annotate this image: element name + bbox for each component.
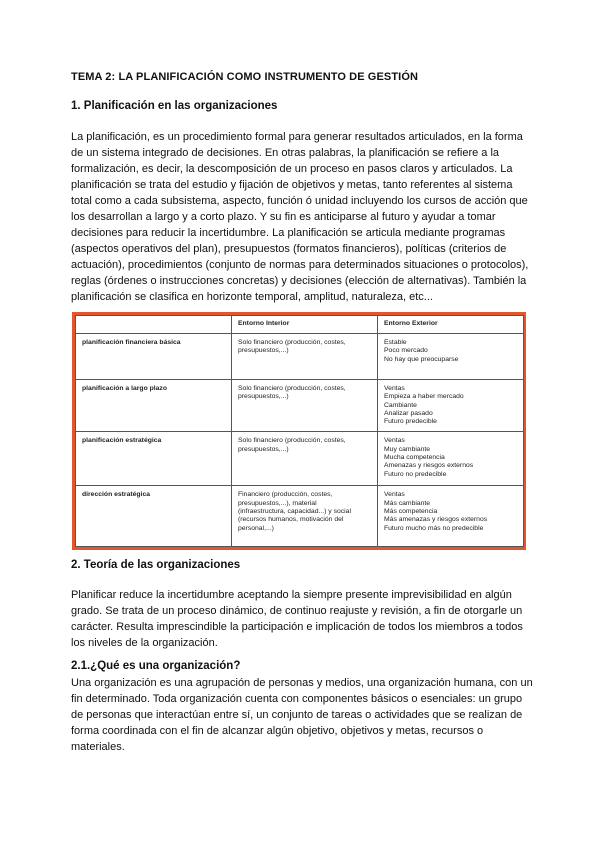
table-header-cell [76, 316, 232, 334]
cell-line: Solo financiero (producción, costes, [238, 339, 346, 346]
table-row [76, 334, 524, 380]
cell-line: Poco mercado [384, 347, 428, 355]
row-label: dirección estratégica [76, 486, 232, 547]
cell-line: Futuro predecible [384, 418, 437, 426]
section-2-1-paragraph: Una organización es una agrupación de personas y medios, una organización humana, con un fin determinado. Toda organización cuenta con componentes básicos o esenciales: un grupo de personas que interactúan entre sí, un conjunto de tareas o actividades que se realizan de forma coordinada con el fin de alcanzar algún objetivo, objetivos y metas, recursos o materiales. [71, 677, 533, 753]
cell-line: Ventas [384, 385, 405, 392]
cell-line: (infraestructura, capacidad...) y social [238, 508, 351, 516]
interior-cell [232, 486, 378, 547]
section-1-heading: 1. Planificación en las organizaciones [71, 100, 278, 112]
exterior-cell [378, 432, 524, 486]
row-label: planificación estratégica [76, 432, 232, 486]
cell-line: Solo financiero (producción, costes, [238, 385, 346, 392]
cell-line: Financiero (producción, costes, [238, 491, 333, 499]
interior-cell [232, 334, 378, 380]
cell-line: Ventas [384, 437, 405, 445]
cell-line: Ventas [384, 491, 405, 499]
table-header-cell: Entorno Interior [232, 316, 378, 334]
interior-cell [232, 432, 378, 486]
table-header-row [76, 316, 524, 334]
planning-comparison-table [72, 312, 526, 550]
table-row [76, 432, 524, 486]
row-label: planificación financiera básica [76, 334, 232, 380]
table-row [76, 380, 524, 432]
cell-line: Mucha competencia [384, 454, 445, 462]
cell-line: Futuro mucho más no predecible [384, 524, 484, 532]
section-2-paragraph: Planificar reduce la incertidumbre aceptando la siempre presente imprevisibilidad en algún grado. Se trata de un proceso dinámico, de continuo reajuste y revisión, a fin de otorgarle un carácter. Resulta imprescindible la participación e implicación de todos los miembros a todos los niveles de la organización. [71, 589, 523, 649]
cell-line: Solo financiero (producción, costes, [238, 437, 346, 445]
cell-line: Futuro no predecible [384, 470, 447, 478]
row-label: planificación a largo plazo [76, 380, 232, 432]
cell-line: presupuestos,...), material [238, 499, 317, 507]
section-2-1-heading: 2.1.¿Qué es una organización? [71, 660, 241, 672]
section-1-paragraph: La planificación, es un procedimiento formal para generar resultados articulados, en la forma de un sistema integrado de decisiones. En otras palabras, la planificación se refiere a la formalización, es decir, la descomposición de un proceso en pasos claros y articulados. La planificación se trata del estudio y fijación de objetivos y metas, tanto referentes al sistema total como a cada subsistema, aspecto, función ó unidad incluyendo los cursos de acción que los desarrollan a largo y a corto plazo. Y su fin es anticiparse al futuro y ayudar a tomar decisiones para reducir la incertidumbre. La planificación se articula mediante programas (aspectos operativos del plan), presupuestos (formatos financieros), políticas (criterios de actuación), procedimientos (conjunto de normas para determinados situaciones o protocolos), reglas (órdenes o instrucciones concretas) y decisiones (elección de alternativas). También la planificación se clasifica en horizonte temporal, amplitud, naturaleza, etc... [71, 131, 529, 303]
table-row [76, 486, 524, 547]
cell-line: Más amenazas y riesgos externos [384, 516, 488, 524]
cell-line: Estable [384, 339, 407, 346]
exterior-cell [378, 486, 524, 547]
cell-line: Muy cambiante [384, 445, 431, 453]
cell-line: presupuestos,...) [238, 445, 289, 453]
cell-line: Más competencia [384, 508, 438, 516]
cell-line: Empieza a haber mercado [384, 393, 464, 401]
interior-cell [232, 380, 378, 432]
table-header-cell: Entorno Exterior [378, 316, 524, 334]
cell-line: (recursos humanos, motivación del [238, 516, 344, 524]
section-2-heading: 2. Teoría de las organizaciones [71, 559, 241, 571]
cell-line: presupuestos,...) [238, 393, 289, 401]
cell-line: Analizar pasado [384, 409, 433, 417]
cell-line: Cambiante [384, 401, 417, 409]
exterior-cell [378, 380, 524, 432]
exterior-cell [378, 334, 524, 380]
document-title: TEMA 2: LA PLANIFICACIÓN COMO INSTRUMENTO DE GESTIÓN [71, 71, 419, 83]
cell-line: personal,...) [238, 524, 274, 532]
cell-line: No hay que preocuparse [384, 355, 459, 363]
cell-line: presupuestos,...) [238, 347, 289, 355]
cell-line: Amenazas y riesgos externos [384, 462, 474, 470]
cell-line: Más cambiante [384, 499, 431, 507]
